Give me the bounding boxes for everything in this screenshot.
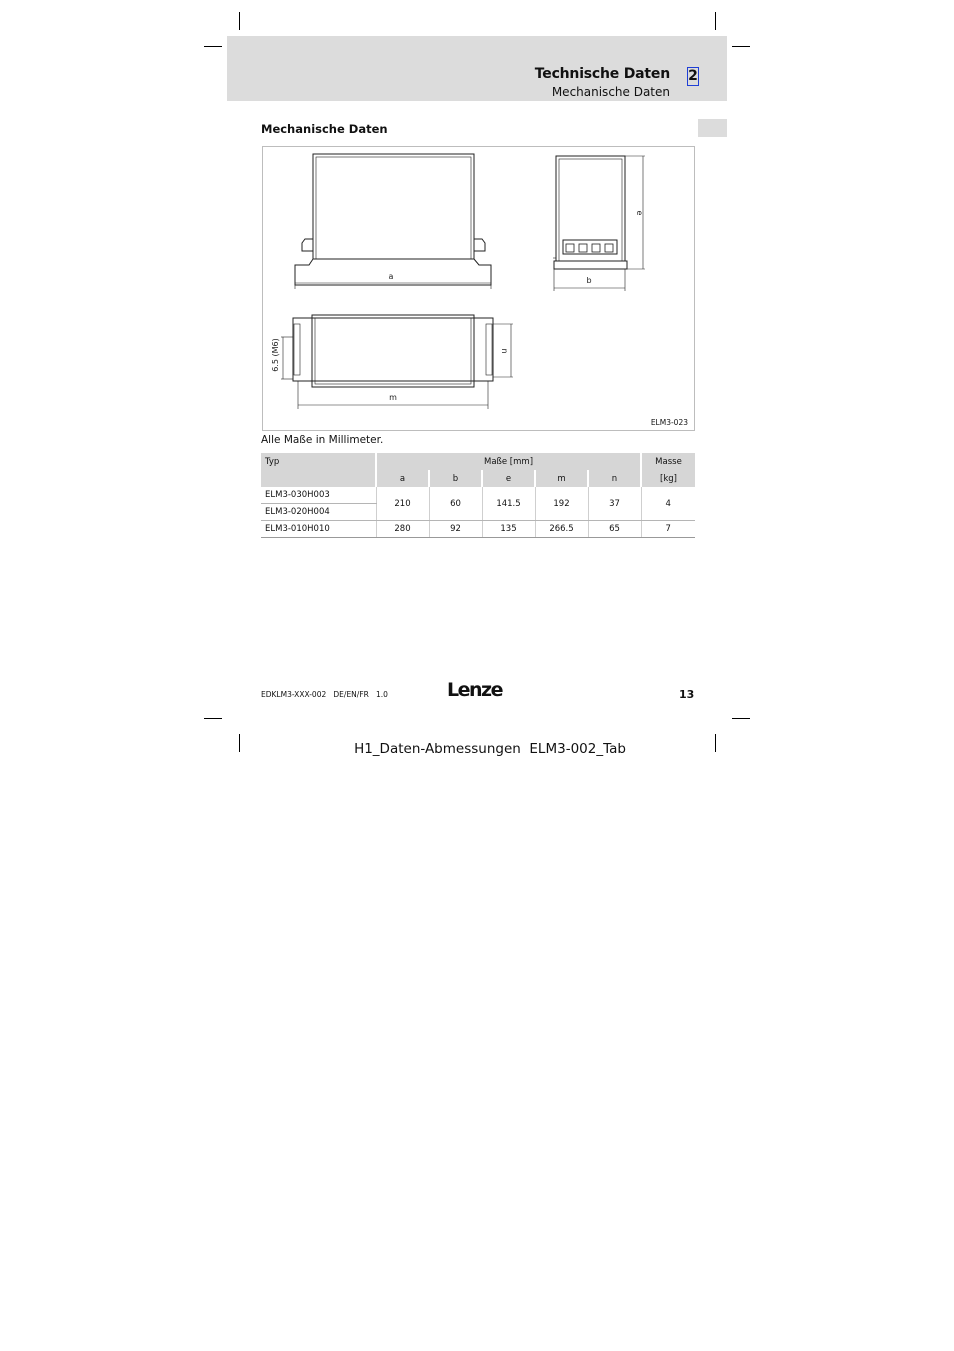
- cell-e: 141.5: [482, 487, 535, 521]
- dim-label-b: b: [586, 276, 592, 285]
- cell-mass: 4: [641, 487, 695, 521]
- slot-right: [486, 324, 492, 375]
- cell-m: 266.5: [535, 521, 588, 538]
- page-number: 13: [679, 688, 695, 701]
- dimension-drawing-svg: [263, 147, 694, 430]
- crop-mark: [732, 718, 750, 719]
- header-a: a: [376, 470, 429, 487]
- cell-type: ELM3-030H003: [261, 487, 376, 504]
- slot-left: [294, 324, 300, 375]
- side-tab: [698, 119, 727, 137]
- section-heading: Mechanische Daten: [261, 122, 388, 136]
- header-b: b: [429, 470, 482, 487]
- front-view-body: [313, 154, 474, 259]
- cell-n: 37: [588, 487, 641, 521]
- dim-label-m: m: [389, 393, 397, 402]
- front-view-inner: [316, 157, 471, 259]
- cell-b: 92: [429, 521, 482, 538]
- dim-label-n: n: [500, 348, 509, 354]
- cell-n: 65: [588, 521, 641, 538]
- crop-mark: [732, 46, 750, 47]
- crop-mark: [204, 46, 222, 47]
- top-view-body: [312, 315, 474, 387]
- side-view-base: [554, 261, 627, 269]
- cell-a: 280: [376, 521, 429, 538]
- cell-b: 60: [429, 487, 482, 521]
- dimensions-table: [261, 453, 695, 538]
- chapter-subtitle: Mechanische Daten: [551, 85, 670, 99]
- cell-type: ELM3-020H004: [261, 504, 376, 521]
- table-row: [261, 521, 695, 538]
- cell-type: ELM3-010H010: [261, 521, 376, 538]
- header-n: n: [588, 470, 641, 487]
- header-mass-unit: [kg]: [641, 470, 695, 487]
- cell-m: 192: [535, 487, 588, 521]
- header-masse-group: Maße [mm]: [376, 453, 641, 470]
- header-m: m: [535, 470, 588, 487]
- lenze-logo: Lenze: [447, 679, 502, 701]
- top-view-flange: [293, 318, 493, 381]
- header-mass: Masse: [641, 453, 695, 470]
- table-row: [261, 487, 695, 504]
- file-caption: H1_Daten-Abmessungen ELM3-002_Tab: [354, 741, 626, 757]
- document-code: EDKLM3-XXX-002 DE/EN/FR 1.0: [261, 690, 388, 699]
- chapter-number-link[interactable]: 2: [688, 68, 698, 84]
- cell-mass: 7: [641, 521, 695, 538]
- dimension-drawing: [262, 146, 695, 431]
- front-view-tab-right: [474, 239, 485, 251]
- header-typ: Typ: [261, 453, 376, 487]
- chapter-title: Technische Daten: [534, 66, 670, 82]
- crop-mark: [715, 12, 716, 30]
- cell-a: 210: [376, 487, 429, 521]
- crop-mark: [204, 718, 222, 719]
- dim-label-e: e: [635, 210, 644, 216]
- dim-label-hole: 6.5 (M6): [271, 338, 280, 372]
- cell-e: 135: [482, 521, 535, 538]
- dim-label-a: a: [388, 272, 394, 281]
- units-note: Alle Maße in Millimeter.: [261, 434, 384, 446]
- crop-mark: [239, 12, 240, 30]
- front-view-tab-left: [302, 239, 313, 251]
- header-e: e: [482, 470, 535, 487]
- drawing-id: ELM3-023: [650, 418, 688, 427]
